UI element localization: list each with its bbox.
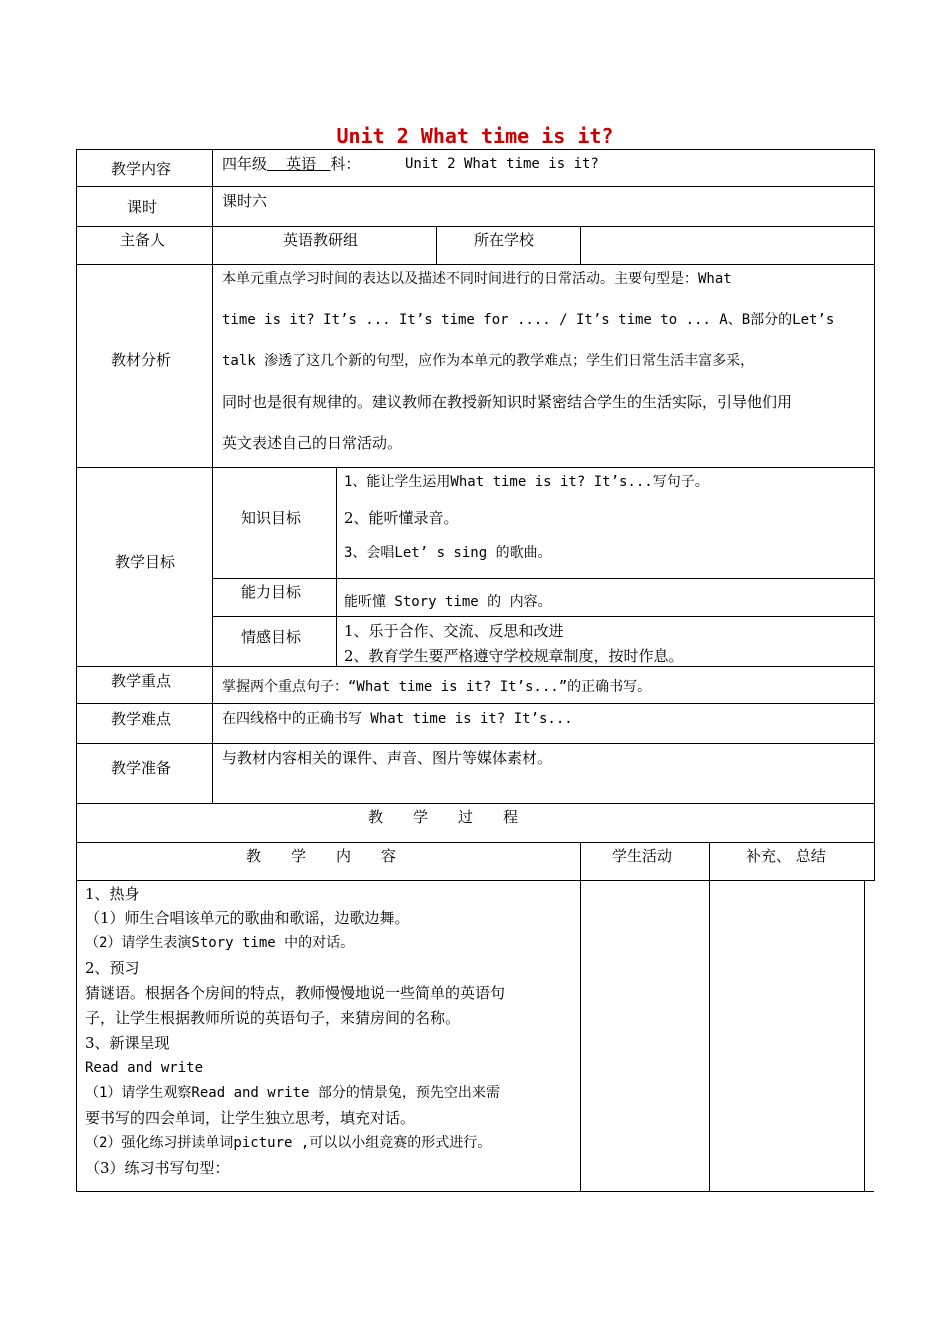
row-line (76, 226, 874, 227)
knowledge-label: 知识目标 (241, 509, 302, 527)
col-line (874, 149, 875, 881)
process-line: Read and write (85, 1060, 204, 1076)
col-line (709, 842, 710, 1192)
col-line (580, 842, 581, 1192)
row-line (76, 666, 874, 667)
knowledge-item: 3、会唱Let’ s sing 的歌曲。 (344, 545, 552, 561)
knowledge-item: 1、能让学生运用What time is it? It’s...写句子。 (344, 474, 709, 490)
row-line (76, 467, 874, 468)
col-line (336, 467, 337, 667)
subject-underline (267, 155, 330, 173)
process-header: 教 学 过 程 (368, 808, 519, 826)
process-line: 子，让学生根据教师所说的英语句子，来猜房间的名称。 (85, 1009, 461, 1027)
preparation-value: 与教材内容相关的课件、声音、图片等媒体素材。 (222, 749, 553, 767)
analysis-line: 本单元重点学习时间的表达以及描述不同时间进行的日常活动。主要句型是：What (222, 271, 732, 287)
key-points-label: 教学重点 (111, 672, 172, 690)
col-line (212, 149, 213, 804)
preparer-value: 英语教研组 (283, 231, 359, 249)
col-content-header: 教 学 内 容 (246, 847, 397, 865)
process-line: （1）请学生观察Read and write 部分的情景兔，预先空出来需 (85, 1085, 500, 1101)
key-points-value: 掌握两个重点句子：“What time is it? It’s...”的正确书写。 (222, 679, 652, 695)
col-line (580, 226, 581, 265)
unit-title: Unit 2 What time is it? (405, 156, 599, 172)
analysis-line: time is it? It’s ... It’s time for .... / It’s time to ... A、B部分的Let’s (222, 312, 835, 328)
process-line: 2、预习 (85, 959, 140, 977)
period-value: 课时六 (222, 192, 268, 210)
row-line (212, 616, 874, 617)
row-line (76, 743, 874, 744)
col-line (864, 880, 865, 1192)
period-label: 课时 (127, 198, 158, 216)
col-student-header: 学生活动 (612, 847, 673, 865)
preparation-label: 教学准备 (111, 759, 172, 777)
row-line (76, 703, 874, 704)
preparer-label: 主备人 (120, 231, 166, 249)
process-line: （2）强化练习拼读单词picture ,可以以小组竞赛的形式进行。 (85, 1135, 492, 1151)
row-line (76, 1191, 874, 1192)
col-notes-header: 补充、 总结 (746, 847, 826, 865)
emotion-label: 情感目标 (241, 628, 302, 646)
emotion-item: 2、教育学生要严格遵守学校规章制度，按时作息。 (344, 647, 684, 665)
grade: 四年级 (222, 155, 268, 173)
analysis-line: 同时也是很有规律的。建议教师在教授新知识时紧密结合学生的生活实际，引导他们用 (222, 393, 793, 411)
process-line: （1）师生合唱该单元的歌曲和歌谣，边歌边舞。 (85, 909, 410, 927)
emotion-item: 1、乐于合作、交流、反思和改进 (344, 622, 564, 640)
process-line: 1、热身 (85, 885, 140, 903)
process-line: 3、新课呈现 (85, 1034, 170, 1052)
row-line (76, 149, 874, 150)
process-line: 猜谜语。根据各个房间的特点，教师慢慢地说一些简单的英语句 (85, 984, 506, 1002)
process-line: （3）练习书写句型： (85, 1159, 230, 1177)
col-line (436, 226, 437, 265)
col-line (76, 149, 77, 1192)
subject-suffix: 科： (330, 155, 361, 173)
row-line (212, 578, 874, 579)
content-label: 教学内容 (111, 160, 172, 178)
row-line (76, 880, 874, 881)
process-line: （2）请学生表演Story time 中的对话。 (85, 935, 355, 951)
ability-value: 能听懂 Story time 的 内容。 (344, 594, 552, 610)
ability-label: 能力目标 (241, 583, 302, 601)
subject: 英语 (286, 155, 317, 173)
page-title: Unit 2 What time is it? (336, 124, 614, 148)
school-label: 所在学校 (474, 231, 535, 249)
analysis-line: 英文表述自己的日常活动。 (222, 434, 403, 452)
objectives-label: 教学目标 (115, 553, 176, 571)
grade-subject (222, 155, 360, 173)
row-line (76, 803, 874, 804)
knowledge-item: 2、能听懂录音。 (344, 509, 459, 527)
process-line: 要书写的四会单词，让学生独立思考，填充对话。 (85, 1109, 416, 1127)
row-line (76, 264, 874, 265)
analysis-label: 教材分析 (111, 351, 172, 369)
difficulties-label: 教学难点 (111, 710, 172, 728)
analysis-line: talk 渗透了这几个新的句型，应作为本单元的教学难点；学生们日常生活丰富多采， (222, 353, 755, 369)
difficulties-value: 在四线格中的正确书写 What time is it? It’s... (222, 711, 573, 727)
row-line (76, 186, 874, 187)
row-line (76, 842, 874, 843)
